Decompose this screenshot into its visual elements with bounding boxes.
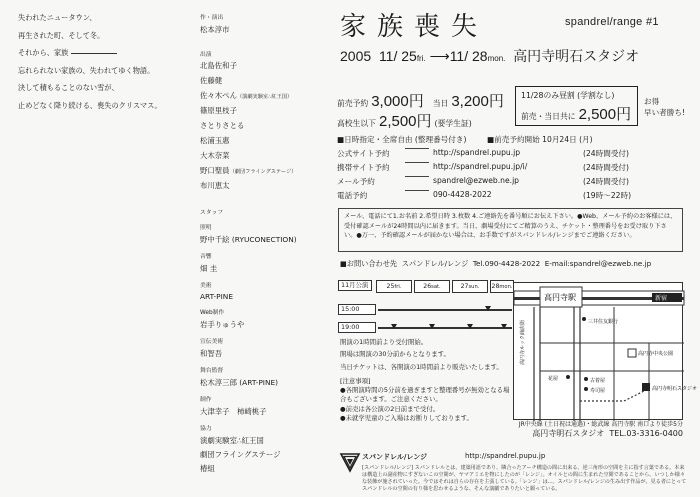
station-label: 高円寺駅 [544, 293, 576, 302]
noon-price: 2,500円 [578, 106, 632, 123]
triangle-logo-icon [340, 452, 360, 472]
bank-marker [582, 317, 586, 321]
caution-item: ●未就学児童のご入場はお断りしております。 [340, 413, 473, 422]
discount-note: お得 早い者勝ち! [644, 97, 686, 118]
staff-name: 野中千絵 (RYUCONECTION) [200, 235, 297, 244]
leader-line [405, 148, 429, 162]
cast-member [200, 163, 320, 178]
support-role: 協力 [200, 426, 212, 432]
staff-name: 和智吾 [200, 349, 223, 358]
map-graphic [514, 283, 698, 421]
reservation-value[interactable]: spandrel@ezweb.ne.jp [433, 176, 519, 185]
schedule-time: 15:00 [338, 304, 376, 315]
student-price: 2,500円 [378, 113, 432, 130]
schedule-time: 19:00 [338, 322, 376, 333]
poem-line: 止めどなく降り続ける、喪失のクリスマス。 [18, 100, 162, 110]
staff-role: Web制作 [200, 310, 225, 316]
date-end-day: mon. [487, 54, 506, 63]
performance-marker [485, 306, 491, 311]
performance-marker [391, 324, 397, 329]
venue-footer: 高円寺明石スタジオ [532, 429, 605, 439]
support-list [200, 435, 320, 474]
performance-marker [501, 324, 507, 329]
staff-name: 岩手りゅうや [200, 320, 245, 329]
florist-marker [566, 375, 570, 379]
date-end: 11/ 28 [449, 48, 488, 64]
caution-title: [注意事項] [340, 376, 371, 385]
date-start-day: fri. [416, 54, 426, 63]
schedule-day: 26sat. [414, 280, 450, 293]
seating-info: ■日時指定・全席自由 (整理番号付き) [337, 135, 467, 144]
schedule-day: 25fri. [376, 280, 412, 293]
reservation-notice: メール、電話にて1.お名前 2.希望日時 3.枚数 4.ご連絡先を番号順にお伝え下さい。●Web、メール予約のお客様には、受付確認メールが24時間以内に届きます。当日、劇場受付にてご精算のうえ、チケット・整理番号をお受け取り下さい。●万一、予約確認メールが届かない場合は、お手数ですがスパンドレル/レンジまでご連絡ください。 [338, 208, 683, 252]
contact-tel: Tel.090-4428-2022 [472, 259, 541, 268]
reservation-note: (24時間受付) [583, 149, 629, 158]
cast-member [200, 73, 320, 88]
reservation-value[interactable]: http://spandrel.pupu.jp [433, 148, 521, 157]
arrow-icon: ⟶ [429, 48, 450, 64]
staff-role: 美術 [200, 283, 212, 289]
performance-marker [429, 324, 435, 329]
clothes-marker [584, 377, 588, 381]
door-price: 3,200円 [451, 93, 504, 110]
leader-line [405, 190, 429, 204]
date-start: 11/ 25 [378, 48, 417, 64]
cast-member [200, 118, 320, 133]
reservation-label: 公式サイト予約 [337, 149, 390, 158]
contact-name: スパンドレル/レンジ [401, 259, 469, 268]
noon-title: 11/28のみ昼割 (学割なし) [521, 91, 615, 100]
shinjuku-label: 新宿 [655, 295, 668, 302]
support-name: 椿組 [200, 464, 215, 473]
poem [18, 14, 188, 120]
poem-line: 再生された町、そして冬。 [18, 30, 105, 40]
notes [340, 338, 510, 423]
cast-member [200, 148, 320, 163]
reservation-row [337, 162, 631, 176]
door-label: 当日 [432, 99, 449, 108]
cast-affiliation: （劇団フライングステージ） [229, 169, 297, 175]
performance-marker [467, 324, 473, 329]
staff-name: 大津幸子 柿崎桃子 [200, 407, 267, 416]
venue-name: 高円寺明石スタジオ [513, 48, 640, 64]
cast-name: さとりさとる [200, 121, 245, 130]
map-footer [513, 421, 683, 440]
leader-line [405, 162, 429, 176]
footer-company-name: スパンドレル/レンジ [362, 453, 428, 461]
reservation-row [337, 176, 631, 190]
staff-role: 音響 [200, 254, 212, 260]
credits [200, 12, 320, 474]
cast-name: 松浦玉惠 [200, 136, 230, 145]
reservation-row [337, 190, 631, 204]
contact-email[interactable]: E-mail:spandrel@ezweb.ne.jp [544, 259, 652, 268]
schedule-day: 27sun. [452, 280, 488, 293]
staff-role: 照明 [200, 225, 212, 231]
sushi-label: 寿司屋 [590, 388, 606, 394]
cast-name: 大木奈菜 [200, 151, 230, 160]
note-line: 当日チケットは、各開演の1時間前より販売いたします。 [340, 362, 503, 371]
cast-name: 佐藤健 [200, 76, 223, 85]
cast-member [200, 133, 320, 148]
staff-list [200, 222, 320, 417]
sushi-marker [584, 387, 588, 391]
cast-affiliation: （演劇実験室∴紅王国） [236, 94, 293, 100]
caution-item: ●前売は各公演の2日前まで受付。 [340, 404, 440, 413]
footer-url[interactable]: http://spandrel.pupu.jp [465, 452, 546, 460]
student-label: 高校生以下 [337, 119, 376, 128]
support-name: 劇団フライングステージ [200, 450, 281, 459]
staff-role: 舞台監督 [200, 368, 224, 374]
venue-tel: TEL.03-3316-0400 [609, 429, 683, 439]
staff-name: 畑 圭 [200, 264, 218, 273]
schedule-month: 11月公演 [338, 280, 372, 291]
staff-role: 宣伝美術 [200, 339, 224, 345]
company-logo [340, 452, 360, 476]
date-year: 2005 [340, 48, 372, 64]
cast-name: 布川恵太 [200, 181, 230, 190]
ticket-prices [337, 90, 504, 130]
time-line [378, 309, 512, 311]
cast-name: 北島佐和子 [200, 61, 237, 70]
advance-price: 3,000円 [371, 93, 424, 110]
leader-line [405, 176, 429, 190]
schedule-day: 28mon. [490, 280, 514, 293]
company-subtitle: spandrel/range #1 [565, 16, 659, 28]
poem-line: それから、家族 [18, 49, 188, 67]
access-line: JR中央線 (土日祝は通過)・総武線 高円寺駅 南口より徒歩5分 [518, 421, 683, 428]
staff-name: 松木淳三郎 (ART-PINE) [200, 378, 279, 387]
park-label: 高円寺中央公園 [638, 351, 674, 357]
cast-member [200, 88, 320, 103]
bank-label: 三井住友銀行 [588, 319, 619, 325]
cast-member [200, 178, 320, 193]
contact-line [340, 259, 651, 269]
florist-label: 花屋 [548, 376, 559, 382]
reservation-info [337, 134, 631, 204]
contact-label: ■お問い合わせ先 [340, 259, 398, 268]
reservation-value[interactable]: http://spandrel.pupu.jp/i/ [433, 162, 528, 171]
access-map [513, 282, 698, 420]
director-name: 松本淳市 [200, 25, 230, 34]
director-role: 作・演出 [200, 15, 224, 21]
staff-role: 制作 [200, 397, 212, 403]
clothes-label: 古着屋 [590, 378, 606, 384]
time-line [378, 327, 512, 329]
reservation-row [337, 148, 631, 162]
cast-member [200, 58, 320, 73]
caution-item: ●各開演時間の5分前を過ぎますと整理番号が無効となる場合もございます。ご注意ください。 [340, 386, 510, 404]
cast-role: 出演 [200, 52, 212, 58]
poem-dash [71, 53, 117, 54]
reservation-label: 電話予約 [337, 191, 368, 200]
reservation-note: (19時～22時) [583, 191, 632, 200]
cast-name: 野口聖員 [200, 166, 230, 175]
poem-line: 忘れられない家族の、失われてゆく物語。 [18, 65, 155, 75]
poem-line: 決して積もることのない雪が、 [18, 83, 119, 93]
support-name: 演劇実験室∴紅王国 [200, 436, 264, 445]
advance-label: 前売予約 [337, 99, 369, 108]
reservation-label: メール予約 [337, 177, 375, 186]
staff-name: ART-PINE [200, 292, 233, 301]
noon-label: 前売・当日共に [521, 112, 576, 121]
street-label: 高円寺ルック商店街 [520, 319, 526, 365]
cast-name: 篠原里枝子 [200, 106, 237, 115]
student-note: (要学生証) [434, 119, 472, 128]
note-line: 開演の1時間前より受付開始。 [340, 338, 428, 346]
cast-name: 佐々木ぺん [200, 91, 237, 100]
venue-marker [642, 383, 650, 391]
staff-label: スタッフ [200, 210, 224, 216]
play-title: 家族喪失 [340, 12, 489, 42]
reservation-note: (24時間受付) [583, 177, 629, 186]
matinee-discount-box [515, 86, 638, 126]
footer-description: [スパンドレル/レンジ] スパンドレルとは、建築用語であり、隣合ったアーチ構造の間に出来る、逆三角形の空間を主に指す言葉である。本来は構造上の副産物にすぎないこの空間が、ヤマアミエを物にしたのが「レンジ」。オイルとの間に生まれた空間であることから、いつしか様々な装飾が施されていった。今ではそれは自らの存在を主張している。「レンジ」は...。スパンドレル/レンジの生み出す作品が、見る者にとってスパンドレルの空間の有り様を思わせるような、そんな演劇でありたいと願っている。 [362, 465, 687, 492]
reservation-value[interactable]: 090-4428-2022 [433, 190, 492, 199]
performance-dates [340, 46, 639, 66]
reservation-label: 携帯サイト予約 [337, 163, 390, 172]
venue-label: 高円寺明石スタジオ [652, 386, 698, 392]
poem-line: 失われたニュータウン、 [18, 13, 97, 22]
reservation-note: (24時間受付) [583, 163, 629, 172]
schedule-chart [338, 280, 513, 336]
cast-member [200, 103, 320, 118]
note-line: 開場は開演の30分前からとなります。 [340, 350, 450, 359]
cast-list [200, 58, 320, 193]
sale-start: ■前売予約開始 10月24日 (月) [487, 135, 593, 144]
